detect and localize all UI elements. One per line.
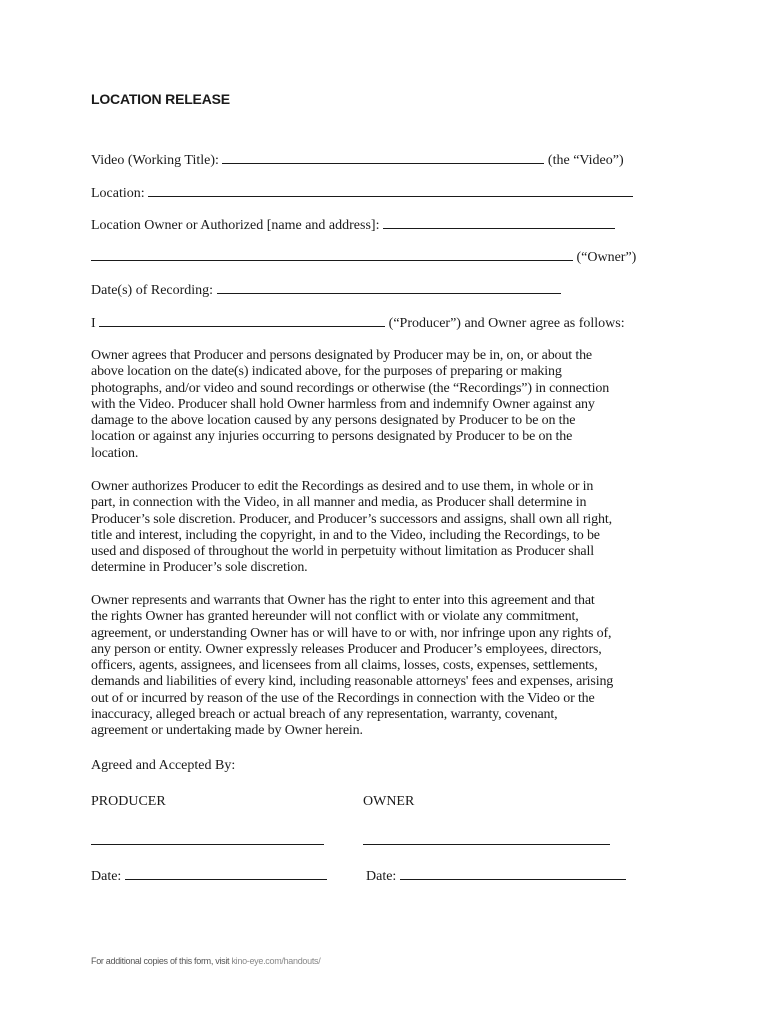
paragraph-line: out of or incurred by reason of the use of the Recordings in connection with the Video or the bbox=[91, 690, 595, 706]
video-suffix: (the “Video”) bbox=[547, 153, 624, 168]
paragraph-line: Owner agrees that Producer and persons designated by Producer may be in, on, or about the bbox=[91, 348, 593, 363]
paragraph-line: above location on the date(s) indicated above, for the purposes of preparing or making bbox=[91, 364, 562, 380]
owner-address-blank[interactable] bbox=[91, 247, 573, 261]
producer-blank[interactable] bbox=[99, 313, 385, 327]
paragraph-line: agreement, or understanding Owner has or will have to or with, nor infringe upon any rights of, bbox=[91, 625, 612, 641]
paragraph-line: title and interest, including the copyright, in and to the Video, including the Recordings, to be bbox=[91, 527, 600, 543]
owner-signature-line[interactable] bbox=[363, 843, 610, 845]
owner-address-field bbox=[91, 247, 636, 267]
paragraph-line: demands and liabilities of every kind, including reasonable attorneys' fees and expenses, arising bbox=[91, 674, 614, 690]
paragraph-line: any person or entity. Owner expressly releases Producer and Producer’s employees, directors, bbox=[91, 641, 602, 657]
video-title-blank[interactable] bbox=[222, 150, 544, 164]
paragraph-line: agreement or undertaking made by Owner herein. bbox=[91, 723, 363, 739]
paragraph-line: damage to the above location caused by any persons designated by Producer to be on the bbox=[91, 413, 576, 429]
video-title-field bbox=[91, 150, 624, 170]
paragraph-line: determine in Producer’s sole discretion. bbox=[91, 560, 308, 576]
paragraph-rights bbox=[91, 479, 676, 577]
footer-note bbox=[91, 956, 320, 966]
owner-date-field bbox=[366, 866, 626, 885]
owner-signature-label: OWNER bbox=[363, 794, 415, 809]
paragraph-line: inaccuracy, alleged breach or actual breach of any representation, warranty, covenant, bbox=[91, 707, 558, 723]
paragraph-line: photographs, and/or video and sound recordings or otherwise (the “Recordings”) in connection bbox=[91, 380, 610, 396]
producer-signature-line[interactable] bbox=[91, 843, 324, 845]
paragraph-line: location. bbox=[91, 445, 139, 461]
paragraph-line: location or against any injuries occurring to persons designated by Producer to be on the bbox=[91, 429, 573, 445]
paragraph-line: part, in connection with the Video, in all manner and media, as Producer shall determine in bbox=[91, 495, 587, 511]
owner-field bbox=[91, 215, 615, 235]
paragraph-line: Owner represents and warrants that Owner has the right to enter into this agreement and that bbox=[91, 593, 595, 608]
location-label: Location: bbox=[91, 186, 145, 201]
producer-field bbox=[91, 313, 625, 333]
paragraph-line: officers, agents, assignees, and licensees from all claims, losses, costs, expenses, settlements, bbox=[91, 658, 598, 674]
footer-link[interactable]: kino-eye.com/handouts/ bbox=[231, 956, 321, 966]
document-title: LOCATION RELEASE bbox=[91, 91, 230, 107]
paragraph-line: used and disposed of throughout the world in perpetuity without limitation as Producer shall bbox=[91, 544, 594, 560]
producer-date-label: Date: bbox=[91, 869, 122, 884]
paragraph-line: the rights Owner has granted hereunder will not conflict with or violate any commitment, bbox=[91, 609, 579, 625]
owner-suffix: (“Owner”) bbox=[576, 250, 637, 265]
owner-label: Location Owner or Authorized [name and address]: bbox=[91, 218, 380, 233]
agreed-accepted-label: Agreed and Accepted By: bbox=[91, 758, 236, 773]
dates-label: Date(s) of Recording: bbox=[91, 283, 214, 298]
video-label: Video (Working Title): bbox=[91, 153, 219, 168]
owner-name-blank[interactable] bbox=[383, 215, 615, 229]
i-label: I bbox=[91, 316, 96, 331]
paragraph-line: Producer’s sole discretion. Producer, and Producer’s successors and assigns, shall own all right, bbox=[91, 511, 612, 527]
owner-date-label: Date: bbox=[366, 869, 397, 884]
paragraph-line: with the Video. Producer shall hold Owner harmless from and indemnify Owner against any bbox=[91, 396, 595, 412]
paragraph-warranties bbox=[91, 593, 676, 740]
paragraph-location-access bbox=[91, 348, 676, 462]
dates-blank[interactable] bbox=[217, 280, 561, 294]
footer-text: For additional copies of this form, visit bbox=[91, 956, 232, 966]
owner-date-blank[interactable] bbox=[400, 866, 626, 880]
paragraph-line: Owner authorizes Producer to edit the Recordings as desired and to use them, in whole or in bbox=[91, 479, 594, 494]
location-blank[interactable] bbox=[148, 183, 633, 197]
location-field bbox=[91, 183, 633, 203]
producer-signature-label: PRODUCER bbox=[91, 794, 166, 809]
producer-date-field bbox=[91, 866, 327, 885]
producer-date-blank[interactable] bbox=[125, 866, 327, 880]
dates-field bbox=[91, 280, 561, 300]
producer-suffix: (“Producer”) and Owner agree as follows: bbox=[388, 316, 625, 331]
